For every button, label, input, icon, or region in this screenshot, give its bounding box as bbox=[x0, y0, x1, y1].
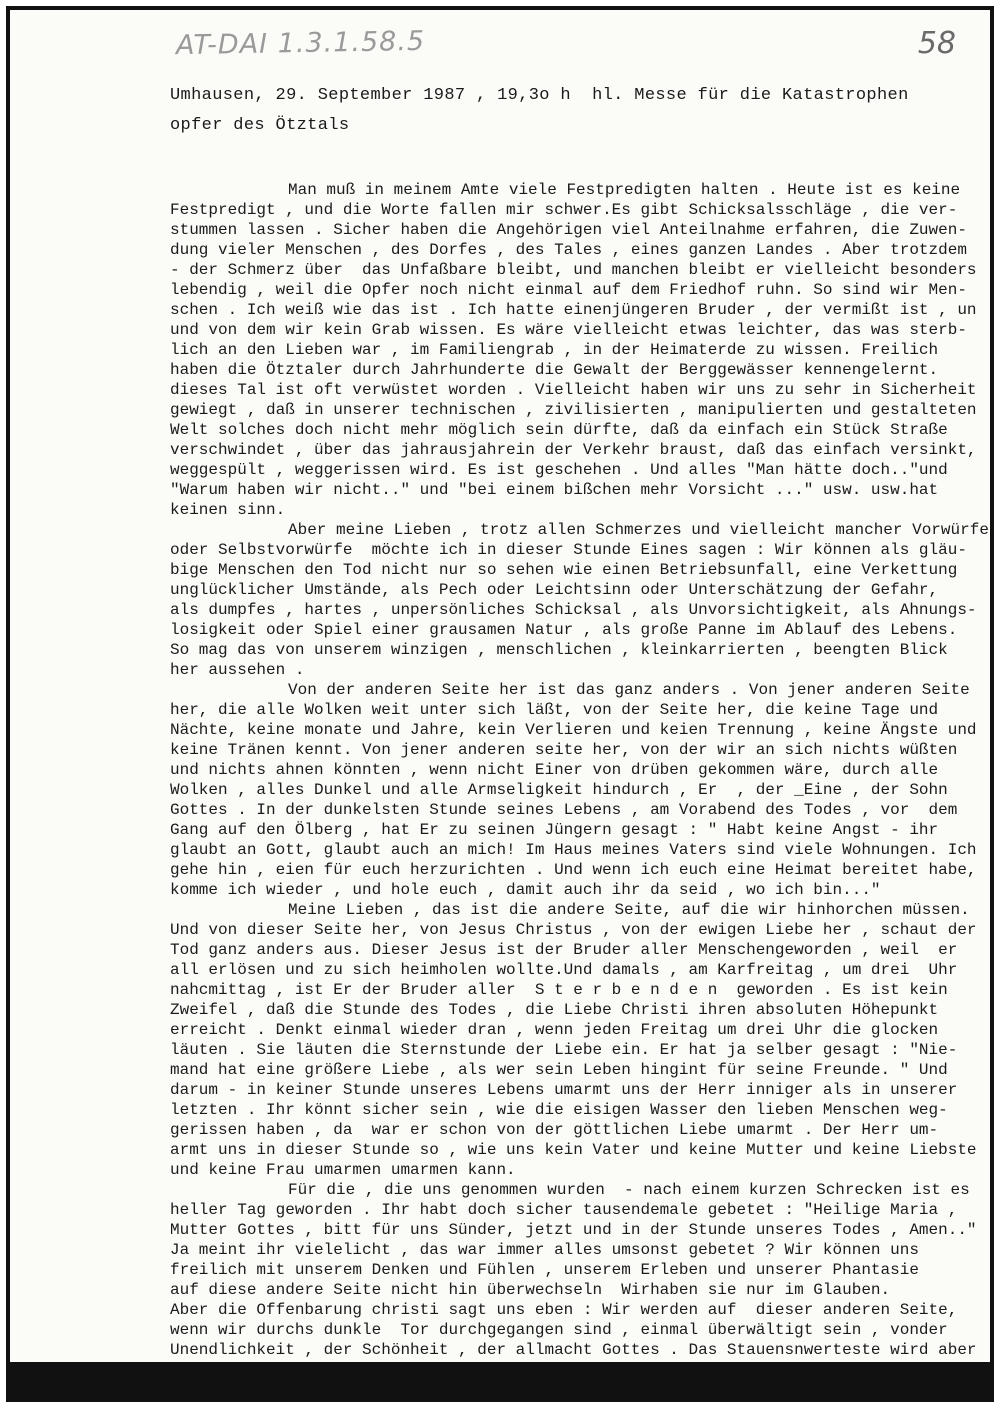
text-line: Gottes . In der dunkelsten Stunde seines Lebens , am Vorabend des Todes , vor dem bbox=[170, 801, 958, 819]
text-line: Zweifel , daß die Stunde des Todes , die Liebe Christi ihren absoluten Höhepunkt bbox=[170, 1001, 939, 1019]
text-line: Ja meint ihr vielelicht , das war immer alles umsonst gebetet ? Wir können uns bbox=[170, 1241, 919, 1259]
paragraph bbox=[170, 520, 988, 680]
text-line: - der Schmerz über das Unfaßbare bleibt, und manchen bleibt er vielleicht besonders bbox=[170, 261, 977, 279]
text-line: her aussehen . bbox=[170, 661, 305, 679]
text-line: nahcmittag , ist Er der Bruder aller S t e r b e n d e n geworden . Es ist kein bbox=[170, 981, 948, 999]
text-line: schen . Ich weiß wie das ist . Ich hatte einenjüngeren Bruder , der vermißt ist , un bbox=[170, 301, 977, 319]
text-line: lebendig , weil die Opfer noch nicht einmal auf dem Friedhof ruhn. So sind wir Men- bbox=[170, 281, 967, 299]
text-line: gehe hin , eien für euch herzurichten . Und wenn ich euch eine Heimat bereitet habe, bbox=[170, 861, 977, 879]
text-line: So mag das von unserem winzigen , menschlichen , kleinkarrierten , beengten Blick bbox=[170, 641, 948, 659]
text-line: armt uns in dieser Stunde so , wie uns kein Vater und keine Mutter und keine Liebste bbox=[170, 1141, 977, 1159]
text-line: oder Selbstvorwürfe möchte ich in dieser Stunde Eines sagen : Wir können als gläu- bbox=[170, 541, 967, 559]
paragraph-first-line: Man muß in meinem Amte viele Festpredigten halten . Heute ist es keine bbox=[288, 181, 961, 199]
text-line: Unendlichkeit , der Schönheit , der allmacht Gottes . Das Stauensnwerteste wird aber bbox=[170, 1341, 977, 1359]
text-line: bige Menschen den Tod nicht nur so sehen wie einen Betriebsunfall, eine Verkettung bbox=[170, 561, 958, 579]
text-line: gerissen haben , da war er schon von der göttlichen Liebe umarmt . Der Herr um- bbox=[170, 1121, 939, 1139]
text-line: letzten . Ihr könnt sicher sein , wie die eisigen Wasser den lieben Menschen weg- bbox=[170, 1101, 948, 1119]
paragraph bbox=[170, 180, 988, 520]
paragraph-first-line: Von der anderen Seite her ist das ganz anders . Von jener anderen Seite bbox=[288, 681, 970, 699]
paragraph bbox=[170, 900, 988, 1180]
text-line: Gang auf den Ölberg , hat Er zu seinen Jüngern gesagt : " Habt keine Angst - ihr bbox=[170, 821, 939, 839]
text-line: keinen sinn. bbox=[170, 501, 286, 519]
text-line: mand hat eine größere Liebe , als wer sein Leben hingint für seine Freunde. " Und bbox=[170, 1061, 948, 1079]
text-line: Und von dieser Seite her, von Jesus Christus , von der ewigen Liebe her , schaut der bbox=[170, 921, 977, 939]
text-line: komme ich wieder , und hole euch , damit auch ihr da seid , wo ich bin..." bbox=[170, 881, 881, 899]
paragraph bbox=[170, 680, 988, 900]
text-line: all erlösen und zu sich heimholen wollte.Und damals , am Karfreitag , um drei Uhr bbox=[170, 961, 958, 979]
text-line: stummen lassen . Sicher haben die Angehörigen viel Anteilnahme erfahren, die Zuwen- bbox=[170, 221, 967, 239]
text-line: läuten . Sie läuten die Sternstunde der Liebe ein. Er hat ja selber gesagt : "Nie- bbox=[170, 1041, 958, 1059]
text-line: Nächte, keine monate und Jahre, kein Verlieren und keien Trennung , keine Ängste und bbox=[170, 721, 977, 739]
text-line: verschwindet , über das jahrausjahrein der Verkehr braust, daß das einfach versinkt, bbox=[170, 441, 977, 459]
text-line: keine Tränen kennt. Von jener anderen seite her, von der wir an sich nichts wüßten bbox=[170, 741, 958, 759]
paragraph-first-line: Meine Lieben , das ist die andere Seite, auf die wir hinhorchen müssen. bbox=[288, 901, 970, 919]
page-number: 58 bbox=[917, 26, 956, 61]
text-line: erreicht . Denkt einmal wieder dran , wenn jeden Freitag um drei Uhr die glocken bbox=[170, 1021, 939, 1039]
header-line-2: opfer des Ötztals bbox=[170, 116, 350, 135]
text-line: Aber die Offenbarung christi sagt uns eben : Wir werden auf dieser anderen Seite, bbox=[170, 1301, 958, 1319]
text-line: lich an den Lieben war , im Familiengrab , in der Heimaterde zu wissen. Freilich bbox=[170, 341, 939, 359]
text-line: freilich mit unserem Denken und Fühlen , unserem Erleben und unserer Phantasie bbox=[170, 1261, 919, 1279]
text-line: her, die alle Wolken weit unter sich läßt, von der Seite her, die keine Tage und bbox=[170, 701, 939, 719]
text-line: Wolken , alles Dunkel und alle Armseligkeit hindurch , Er , der _Eine , der Sohn bbox=[170, 781, 948, 799]
text-line: heller Tag geworden . Ihr habt doch sicher tausendemale gebetet : "Heilige Maria , bbox=[170, 1201, 958, 1219]
text-line: glaubt an Gott, glaubt auch an mich! Im Haus meines Vaters sind viele Wohnungen. Ich bbox=[170, 841, 977, 859]
text-line: und keine Frau umarmen umarmen kann. bbox=[170, 1161, 516, 1179]
text-line: als dumpfes , hartes , unpersönliches Schicksal , als Unvorsichtigkeit, als Ahnungs- bbox=[170, 601, 977, 619]
text-line: auf diese andere Seite nicht hin überwechseln Wirhaben sie nur im Glauben. bbox=[170, 1281, 891, 1299]
text-line: Welt solches doch nicht mehr möglich sein dürfte, daß da einfach ein Stück Straße bbox=[170, 421, 948, 439]
text-line: losigkeit oder Spiel einer grausamen Natur , als große Panne im Ablauf des Lebens. bbox=[170, 621, 958, 639]
header-line-1: Umhausen, 29. September 1987 , 19,3o h hl. Messe für die Katastrophen bbox=[170, 86, 909, 105]
text-line: darum - in keiner Stunde unseres Lebens umarmt uns der Herr inniger als in unserer bbox=[170, 1081, 958, 1099]
text-line: gewiegt , daß in unserer technischen , zivilisierten , manipulierten und gestalteten bbox=[170, 401, 977, 419]
text-line: dung vieler Menschen , des Dorfes , des Tales , eines ganzen Landes . Aber trotzdem bbox=[170, 241, 967, 259]
sermon-body bbox=[170, 180, 988, 1360]
text-line: wenn wir durchs dunkle Tor durchgegangen sind , einmal überwältigt sein , vonder bbox=[170, 1321, 948, 1339]
text-line: "Warum haben wir nicht.." und "bei einem bißchen mehr Vorsicht ..." usw. usw.hat bbox=[170, 481, 939, 499]
document-page bbox=[6, 6, 994, 1402]
paragraph-first-line: Für die , die uns genommen wurden - nach einem kurzen Schrecken ist es bbox=[288, 1181, 970, 1199]
text-line: Festpredigt , und die Worte fallen mir schwer.Es gibt Schicksalsschläge , die ver- bbox=[170, 201, 958, 219]
text-line: und nichts ahnen könnten , wenn nicht Einer von drüben gekommen wäre, durch alle bbox=[170, 761, 939, 779]
text-line: weggespült , weggerissen wird. Es ist geschehen . Und alles "Man hätte doch.."und bbox=[170, 461, 948, 479]
paragraph bbox=[170, 1180, 988, 1360]
text-line: und von dem wir kein Grab wissen. Es wäre vielleicht etwas leichter, das was sterb- bbox=[170, 321, 967, 339]
paragraph-first-line: Aber meine Lieben , trotz allen Schmerzes und vielleicht mancher Vorwürfe bbox=[288, 521, 989, 539]
text-line: haben die Ötztaler durch Jahrhunderte die Gewalt der Berggewässer kennengelernt. bbox=[170, 361, 939, 379]
text-line: dieses Tal ist oft verwüstet worden . Vielleicht haben wir uns zu sehr in Sicherheit bbox=[170, 381, 977, 399]
text-line: Mutter Gottes , bitt für uns Sünder, jetzt und in der Stunde unseres Todes , Amen.." bbox=[170, 1221, 977, 1239]
archive-signature: AT-DAI 1.3.1.58.5 bbox=[175, 25, 426, 62]
text-line: Tod ganz anders aus. Dieser Jesus ist der Bruder aller Menschengeworden , weil er bbox=[170, 941, 958, 959]
text-line: unglücklicher Umstände, als Pech oder Leichtsinn oder Unterschätzung der Gefahr, bbox=[170, 581, 939, 599]
